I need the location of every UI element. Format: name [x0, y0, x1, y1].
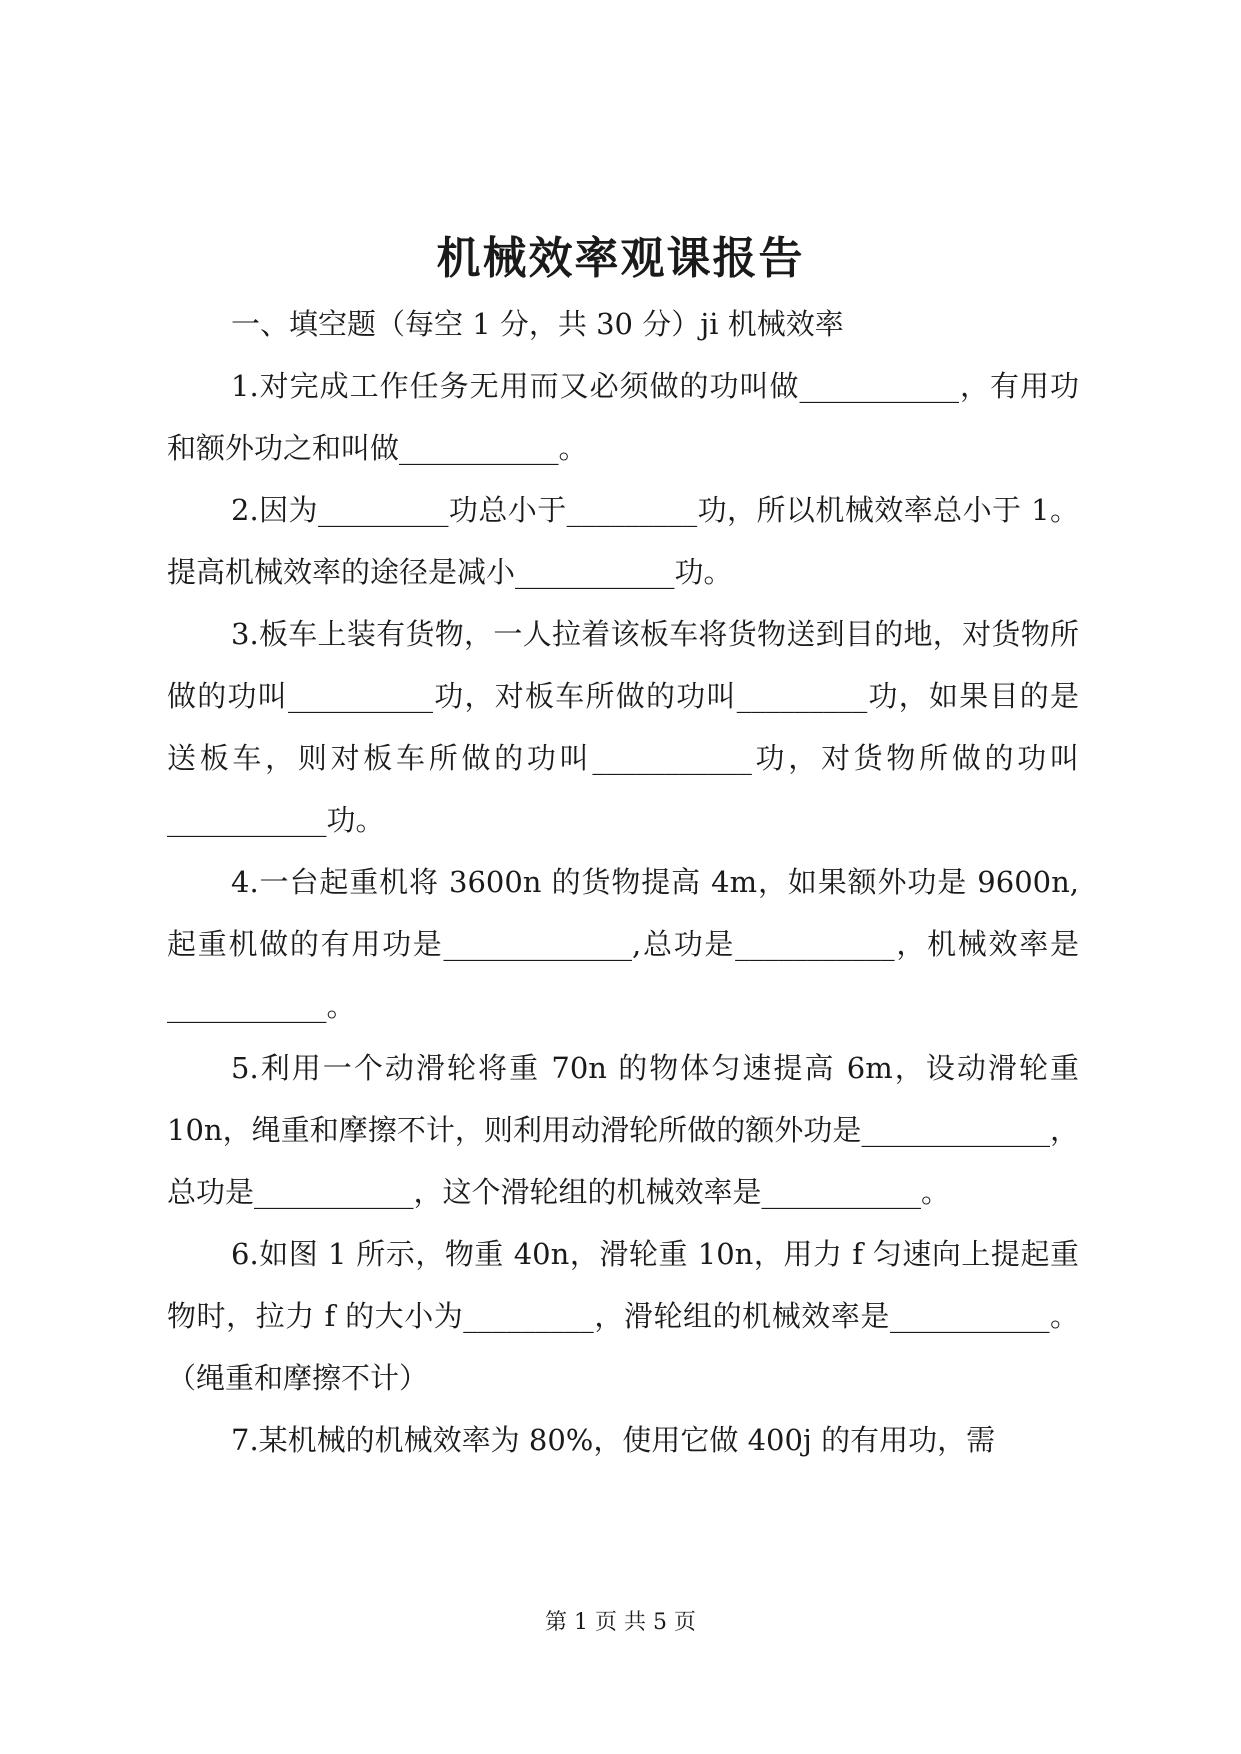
question-4: 4.一台起重机将 3600n 的货物提高 4m，如果额外功是 9600n,起重机做的有用功是_____________,总功是___________，机械效率是___________。	[167, 865, 1079, 1023]
page-footer: 第 1 页 共 5 页	[545, 1610, 696, 1635]
question-6: 6.如图 1 所示，物重 40n，滑轮重 10n，用力 f 匀速向上提起重物时，拉力 f 的大小为_________，滑轮组的机械效率是___________。（绳重和摩擦不计）	[167, 1237, 1079, 1395]
question-3: 3.板车上装有货物，一人拉着该板车将货物送到目的地，对货物所做的功叫__________功，对板车所做的功叫_________功，如果目的是送板车，则对板车所做的功叫___________功，对货物所做的功叫___________功。	[167, 617, 1079, 837]
document-title: 机械效率观课报告	[436, 233, 805, 284]
question-7: 7.某机械的机械效率为 80%，使用它做 400j 的有用功，需	[231, 1423, 996, 1457]
document-body	[167, 293, 1079, 1471]
question-5: 5.利用一个动滑轮将重 70n 的物体匀速提高 6m，设动滑轮重 10n，绳重和摩擦不计，则利用动滑轮所做的额外功是_____________，总功是___________，这个滑轮组的机械效率是___________。	[167, 1051, 1079, 1209]
question-1: 1.对完成工作任务无用而又必须做的功叫做___________，有用功和额外功之和叫做___________。	[167, 369, 1079, 465]
question-2: 2.因为_________功总小于_________功，所以机械效率总小于 1。提高机械效率的途径是减小___________功。	[167, 493, 1079, 589]
section-heading: 一、填空题（每空 1 分，共 30 分）ji 机械效率	[231, 307, 844, 341]
